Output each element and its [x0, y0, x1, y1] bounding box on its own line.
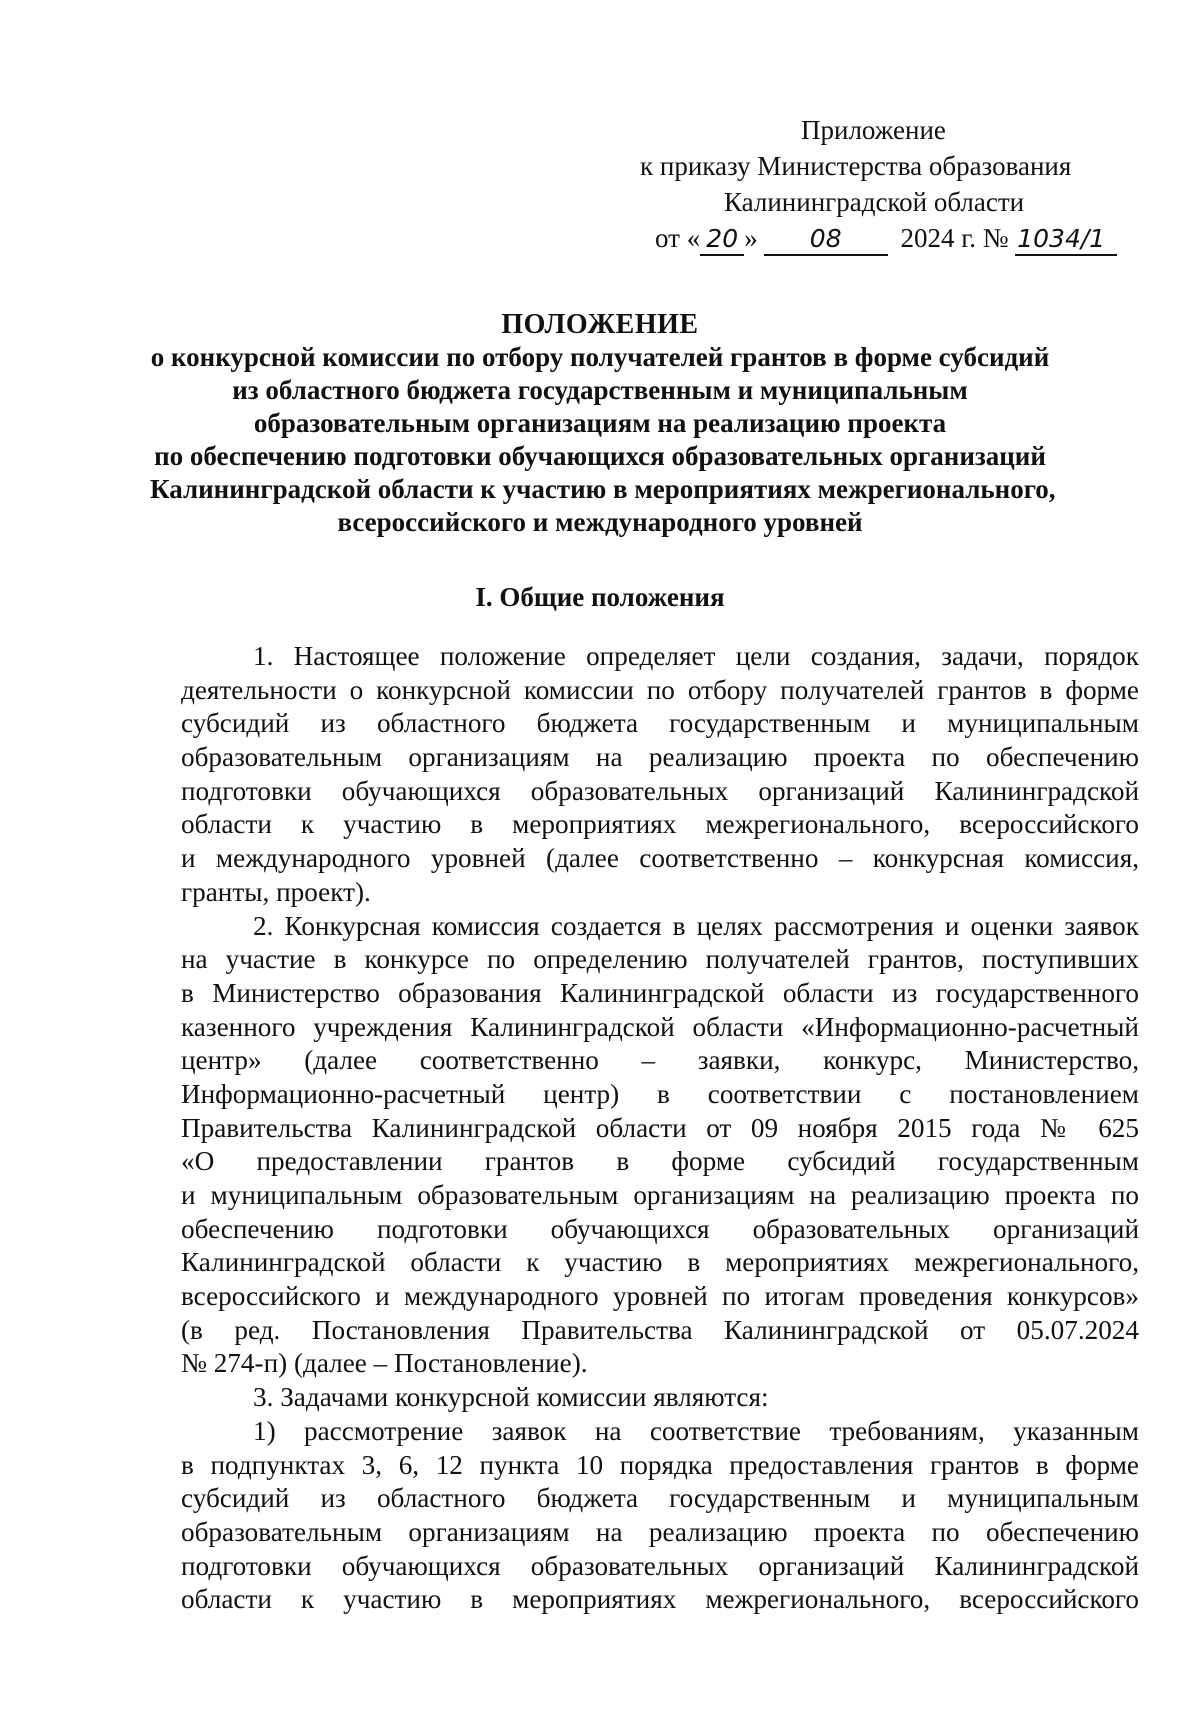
body-line: образовательным организациям на реализацию проекта по обеспечению: [181, 1516, 1139, 1547]
title-line: из областного бюджета государственным и муниципальным: [232, 375, 968, 405]
body-text: [181, 640, 1139, 1617]
body-line: в подпунктах 3, 6, 12 пункта 10 порядка предоставления грантов в форме: [181, 1449, 1139, 1480]
title-line: Калининградской области к участию в мероприятиях межрегионального,: [150, 474, 1056, 504]
body-line: обеспечению подготовки обучающихся образовательных организаций: [181, 1213, 1139, 1244]
body-line: 2. Конкурсная комиссия создается в целях рассмотрения и оценки заявок: [253, 910, 1139, 941]
appendix-region: Калининградской области: [724, 187, 1025, 217]
date-prefix: от «: [655, 223, 701, 253]
title-line: о конкурсной комиссии по отбору получателей грантов в форме субсидий: [150, 342, 1050, 372]
date-year: 2024 г. №: [900, 223, 1009, 253]
document-title: [150, 308, 1056, 539]
body-line: 1. Настоящее положение определяет цели создания, задачи, порядок: [253, 641, 1139, 671]
body-line: 3. Задачами конкурсной комиссии являются:: [253, 1382, 769, 1413]
date-month-handwritten: 08: [764, 224, 888, 256]
body-line: гранты, проект).: [181, 876, 371, 907]
body-line: Информационно-расчетный центр) в соответствии с постановлением: [181, 1078, 1139, 1109]
title-line: по обеспечению подготовки обучающихся образовательных организаций: [154, 441, 1046, 471]
title-main: ПОЛОЖЕНИЕ: [501, 309, 699, 340]
body-line: на участие в конкурсе по определению получателей грантов, поступивших: [181, 944, 1139, 975]
appendix-header: [600, 112, 1120, 256]
body-line: «О предоставлении грантов в форме субсидий государственным: [181, 1146, 1139, 1177]
body-line: и международного уровней (далее соответственно – конкурсная комиссия,: [181, 843, 1139, 874]
body-line: всероссийского и международного уровней по итогам проведения конкурсов»: [181, 1281, 1139, 1312]
body-line: субсидий из областного бюджета государственным и муниципальным: [181, 708, 1139, 739]
body-line: Калининградской области к участию в мероприятиях межрегионального,: [181, 1247, 1139, 1278]
body-line: № 274-п) (далее – Постановление).: [181, 1348, 588, 1379]
body-line: деятельности о конкурсной комиссии по отбору получателей грантов в форме: [181, 674, 1139, 705]
date-day-handwritten: 20: [700, 224, 744, 256]
body-line: Правительства Калининградской области от 09 ноября 2015 года № 625: [181, 1112, 1139, 1143]
body-line: образовательным организациям на реализацию проекта по обеспечению: [181, 742, 1139, 773]
body-line: области к участию в мероприятиях межрегионального, всероссийского: [181, 1584, 1139, 1615]
body-line: центр» (далее соответственно – заявки, конкурс, Министерство,: [181, 1045, 1139, 1076]
title-line: всероссийского и международного уровней: [337, 507, 863, 537]
body-line: подготовки обучающихся образовательных организаций Калининградской: [181, 775, 1139, 806]
body-line: подготовки обучающихся образовательных организаций Калининградской: [181, 1550, 1139, 1581]
body-line: области к участию в мероприятиях межрегионального, всероссийского: [181, 809, 1139, 840]
order-number-handwritten: 1034/1: [1015, 224, 1117, 256]
title-line: образовательным организациям на реализацию проекта: [253, 408, 947, 438]
body-line: субсидий из областного бюджета государственным и муниципальным: [181, 1483, 1139, 1514]
body-line: (в ред. Постановления Правительства Калининградской от 05.07.2024: [181, 1314, 1139, 1345]
appendix-title: Приложение: [801, 115, 946, 145]
body-line: в Министерство образования Калининградской области из государственного: [181, 977, 1139, 1008]
body-line: 1) рассмотрение заявок на соответствие требованиям, указанным: [253, 1415, 1139, 1446]
section-heading: I. Общие положения: [475, 582, 725, 612]
body-line: казенного учреждения Калининградской области «Информационно-расчетный: [181, 1011, 1139, 1042]
appendix-order-ref: к приказу Министерства образования: [640, 151, 1072, 181]
appendix-date-line: [600, 220, 1120, 256]
body-line: и муниципальным образовательным организациям на реализацию проекта по: [181, 1180, 1139, 1210]
date-mid: »: [744, 223, 758, 253]
